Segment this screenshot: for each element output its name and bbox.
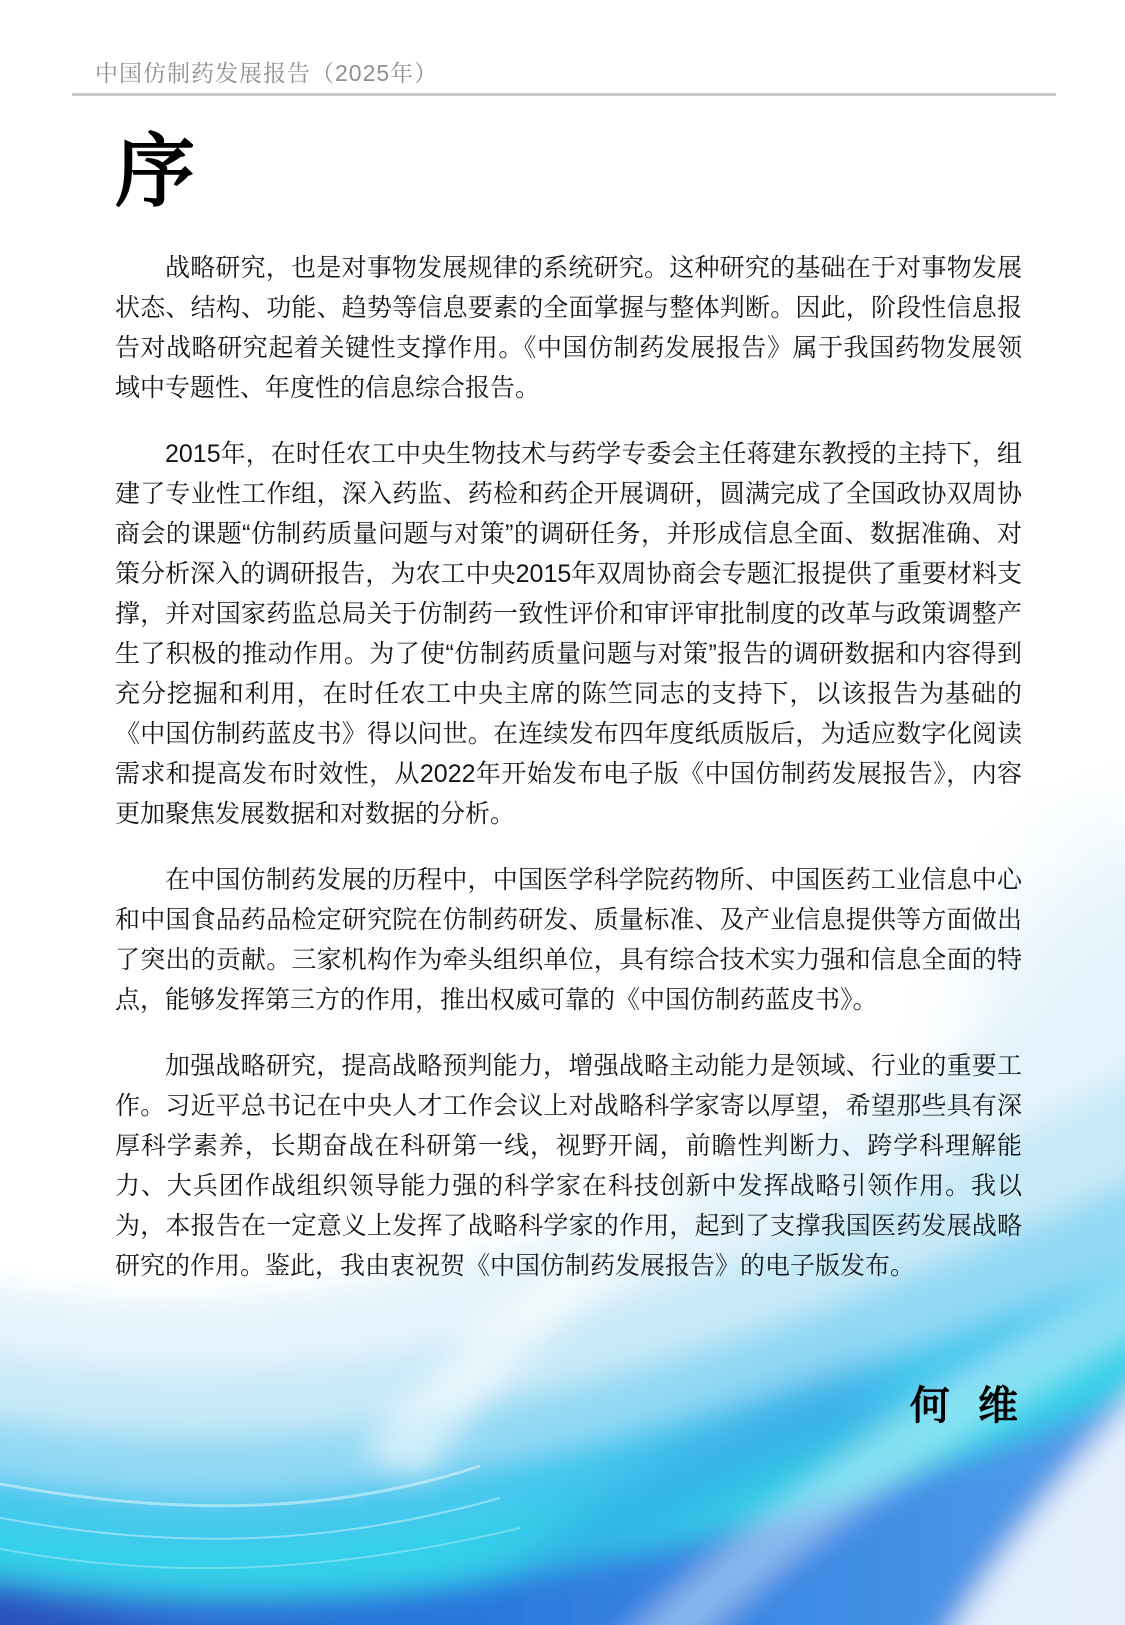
preface-title: 序 xyxy=(115,127,197,216)
header-divider xyxy=(72,93,1056,96)
paragraph-2: 2015年，在时任农工中央生物技术与药学专委会主任蒋建东教授的主持下，组建了专业性工作组，深入药监、药检和药企开展调研，圆满完成了全国政协双周协商会的课题“仿制药质量问题与对策”的调研任务，并形成信息全面、数据准确、对策分析深入的调研报告，为农工中央2015年双周协商会专题汇报提供了重要材料支撑，并对国家药监总局关于仿制药一致性评价和审评审批制度的改革与政策调整产生了积极的推动作用。为了使“仿制药质量问题与对策”报告的调研数据和内容得到充分挖掘和利用，在时任农工中央主席的陈竺同志的支持下，以该报告为基础的《中国仿制药蓝皮书》得以问世。在连续发布四年度纸质版后，为适应数字化阅读需求和提高发布时效性，从2022年开始发布电子版《中国仿制药发展报告》，内容更加聚焦发展数据和对数据的分析。 xyxy=(115,440,1022,828)
author-signature: 何 维 xyxy=(909,1384,1020,1428)
preface-content xyxy=(115,126,1022,1312)
running-header-title: 中国仿制药发展报告（2025年） xyxy=(95,60,439,86)
paragraph-3: 在中国仿制药发展的历程中，中国医学科学院药物所、中国医药工业信息中心和中国食品药品检定研究院在仿制药研发、质量标准、及产业信息提供等方面做出了突出的贡献。三家机构作为牵头组织单位，具有综合技术实力强和信息全面的特点，能够发挥第三方的作用，推出权威可靠的《中国仿制药蓝皮书》。 xyxy=(115,866,1022,1014)
paragraph-4: 加强战略研究，提高战略预判能力，增强战略主动能力是领域、行业的重要工作。习近平总书记在中央人才工作会议上对战略科学家寄以厚望，希望那些具有深厚科学素养，长期奋战在科研第一线，视野开阔，前瞻性判断力、跨学科理解能力、大兵团作战组织领导能力强的科学家在科技创新中发挥战略引领作用。我以为，本报告在一定意义上发挥了战略科学家的作用，起到了支撑我国医药发展战略研究的作用。鉴此，我由衷祝贺《中国仿制药发展报告》的电子版发布。 xyxy=(115,1052,1022,1280)
paragraph-1: 战略研究，也是对事物发展规律的系统研究。这种研究的基础在于对事物发展状态、结构、功能、趋势等信息要素的全面掌握与整体判断。因此，阶段性信息报告对战略研究起着关键性支撑作用。《中国仿制药发展报告》属于我国药物发展领域中专题性、年度性的信息综合报告。 xyxy=(115,254,1022,402)
